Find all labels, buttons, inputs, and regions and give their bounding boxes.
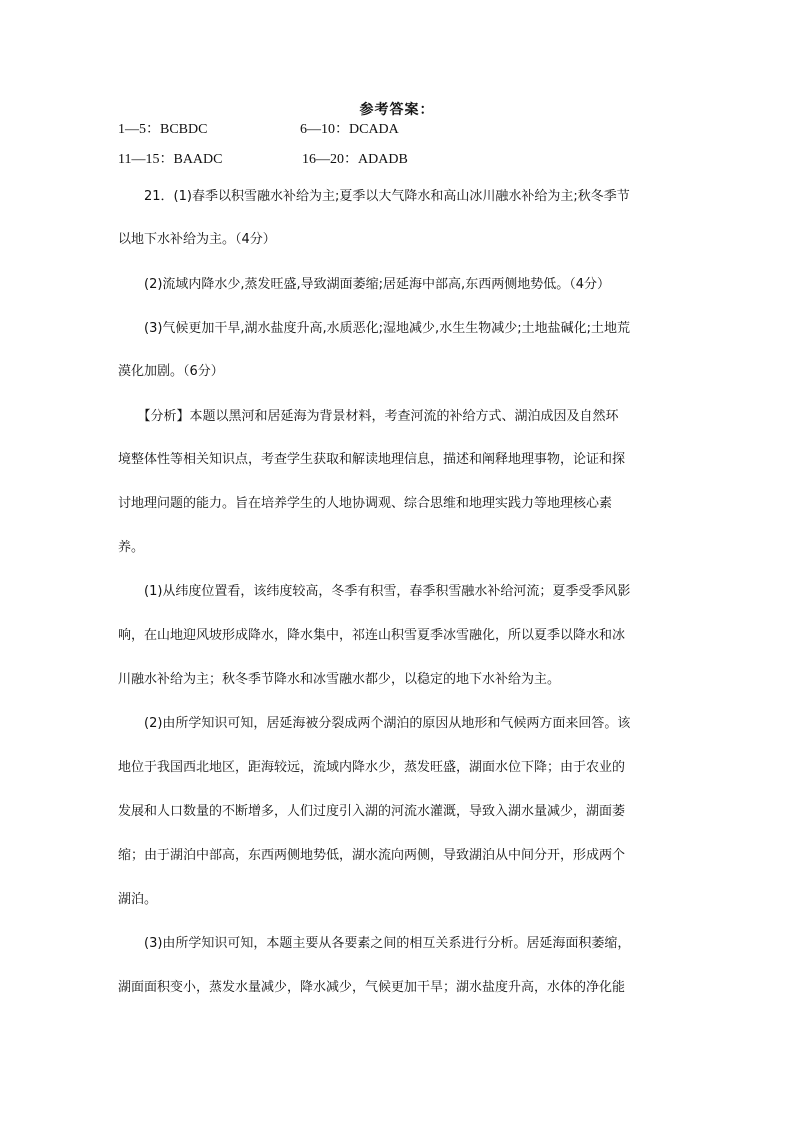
text-line: 【分析】本题以黑河和居延海为背景材料，考查河流的补给方式、湖泊成因及自然环 (118, 409, 619, 424)
text-line: 境整体性等相关知识点，考查学生获取和解读地理信息，描述和阐释地理事物，论证和探 (118, 452, 626, 467)
answer-row-1 (118, 118, 399, 138)
text-line: (2)由所学知识可知，居延海被分裂成两个湖泊的原因从地形和气候两方面来回答。该 (118, 716, 631, 731)
text-line: 以地下水补给为主。（4分） (118, 232, 276, 247)
answer-11-15: 11—15：BAADC (118, 152, 223, 167)
answer-6-10: 6—10：DCADA (300, 122, 399, 137)
text-line: (3)由所学知识可知，本题主要从各要素之间的相互关系进行分析。居延海面积萎缩， (118, 936, 631, 951)
text-line: 讨地理问题的能力。旨在培养学生的人地协调观、综合思维和地理实践力等地理核心素 (118, 496, 613, 511)
text-line: (2)流域内降水少,蒸发旺盛,导致湖面萎缩;居延海中部高,东西两侧地势低。（4分） (118, 277, 610, 292)
text-line: (1)从纬度位置看，该纬度较高，冬季有积雪，春季积雪融水补给河流；夏季受季风影 (118, 584, 631, 599)
text-line: 湖泊。 (118, 892, 158, 907)
text-line: 漠化加剧。（6分） (118, 364, 224, 379)
answer-1-5: 1—5：BCBDC (118, 122, 208, 137)
text-line: 湖面面积变小，蒸发水量减少，降水减少，气候更加干旱；湖水盐度升高，水体的净化能 (118, 980, 626, 995)
text-line: 缩；由于湖泊中部高，东西两侧地势低，湖水流向两侧，导致湖泊从中间分开，形成两个 (118, 848, 626, 863)
text-line: 发展和人口数量的不断增多，人们过度引入湖的河流水灌溉，导致入湖水量减少，湖面萎 (118, 804, 626, 819)
answer-16-20: 16—20：ADADB (302, 152, 408, 167)
page-title: 参考答案： (359, 102, 435, 118)
answer-row-2 (118, 148, 408, 168)
text-line: 川融水补给为主；秋冬季节降水和冰雪融水都少，以稳定的地下水补给为主。 (118, 672, 561, 687)
text-line: 养。 (118, 540, 145, 555)
text-line: (3)气候更加干旱,湖水盐度升高,水质恶化;湿地减少,水生生物减少;土地盐碱化;土地荒 (118, 321, 630, 336)
text-line: 21．(1)春季以积雪融水补给为主;夏季以大气降水和高山冰川融水补给为主;秋冬季节 (118, 189, 630, 204)
text-line: 地位于我国西北地区，距海较远，流域内降水少，蒸发旺盛，湖面水位下降；由于农业的 (118, 760, 626, 775)
text-line: 响，在山地迎风坡形成降水，降水集中，祁连山积雪夏季冰雪融化，所以夏季以降水和冰 (118, 628, 626, 643)
